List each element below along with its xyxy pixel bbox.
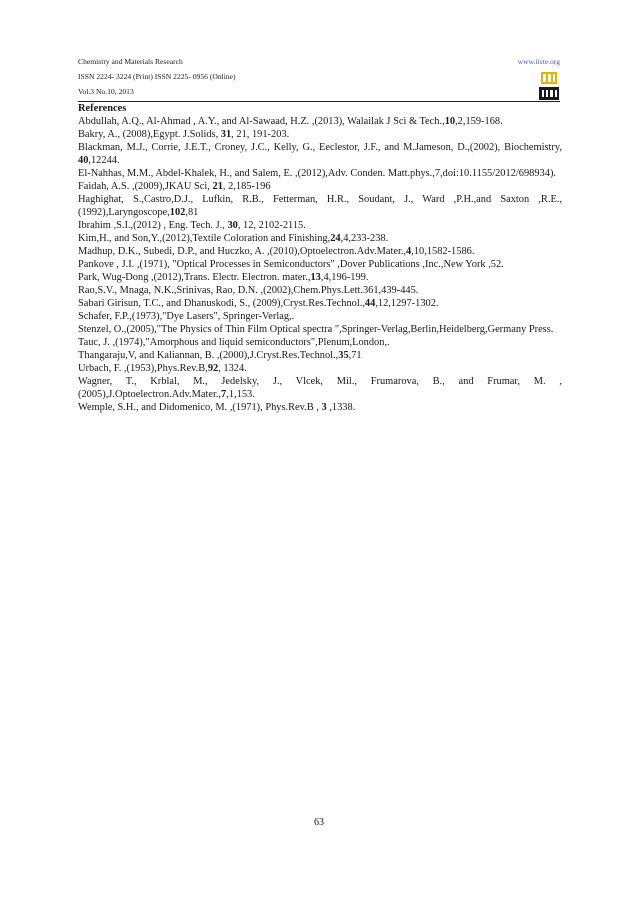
reference-volume: 35: [338, 350, 349, 361]
reference-text: Park, Wug-Dong ,(2012),Trans. Electr. Electron. mater.,: [78, 272, 311, 283]
reference-volume: 30: [227, 220, 238, 231]
reference-volume: 4: [406, 246, 412, 257]
reference-volume: 102: [169, 207, 186, 218]
page-header: [78, 54, 560, 99]
reference-item: [78, 362, 562, 375]
reference-text: Schafer, F.P.,(1973),"Dye Lasers", Springer-Verlag,.: [78, 311, 295, 322]
reference-item: [78, 310, 562, 323]
reference-pages: , 21, 191-203.: [231, 129, 290, 140]
reference-item: [78, 297, 562, 310]
reference-text: Stenzel, O.,(2005),"The Physics of Thin Film Optical spectra ",Springer-Verlag,Berlin,Heidelberg,Germany Press.: [78, 324, 554, 335]
reference-text: Wemple, S.H., and Didomenico, M. ,(1971), Phys.Rev.B ,: [78, 402, 322, 413]
reference-text: Pankove , J.I. ,(1971), "Optical Processes in Semiconductors" ,Dover Publications ,Inc.,New York ,52.: [78, 259, 504, 270]
reference-volume: 44: [364, 298, 376, 309]
journal-name: Chemistry and Materials Research: [78, 57, 183, 66]
reference-volume: 40: [78, 155, 89, 166]
reference-item: [78, 115, 562, 128]
reference-text: Faidah, A.S. ,(2009),JKAU Sci,: [78, 181, 213, 192]
reference-item: [78, 336, 562, 349]
reference-pages: ,1338.: [326, 402, 356, 413]
reference-pages: ,12,1297-1302.: [375, 298, 439, 309]
volume-line: Vol.3 No.10, 2013: [78, 87, 134, 96]
reference-list: [78, 115, 562, 414]
reference-text: Wagner, T., Krblal, M., Jedelsky, J., Vlcek, Mil., Frumarova, B., and Frumar, M. ,(2005),J.Optoelectron.Adv.Mater.,: [78, 376, 562, 400]
reference-pages: , 12, 2102-2115.: [237, 220, 306, 231]
reference-item: [78, 349, 562, 362]
reference-item: [78, 401, 562, 414]
reference-item: [78, 323, 562, 336]
reference-item: [78, 258, 562, 271]
reference-pages: ,4,196-199.: [320, 272, 369, 283]
page-number: 63: [314, 817, 324, 828]
reference-text: Blackman, M.J., Corrie, J.E.T., Croney, J.C., Kelly, G., Eeclestor, J.F., and M.Jameson, D.,(2002), Biochemistry,: [78, 142, 562, 153]
reference-pages: ,81: [185, 207, 199, 218]
reference-pages: ,2,159-168.: [455, 116, 503, 127]
reference-text: Ibrahim ,S.I.,(2012) , Eng. Tech. J.,: [78, 220, 228, 231]
reference-item: [78, 284, 562, 297]
reference-volume: 31: [220, 129, 232, 140]
issn-line: ISSN 2224- 3224 (Print) ISSN 2225- 0956 (Online): [78, 72, 236, 81]
reference-item: [78, 128, 562, 141]
reference-volume: 10: [444, 116, 456, 127]
reference-pages: ,12244.: [88, 155, 120, 166]
reference-pages: ,10,1582-1586.: [411, 246, 475, 257]
reference-volume: 92: [207, 363, 219, 374]
reference-pages: ,4,233-238.: [340, 233, 389, 244]
reference-volume: 13: [310, 272, 321, 283]
reference-item: [78, 245, 562, 258]
reference-item: [78, 180, 562, 193]
reference-volume: 3: [321, 402, 327, 413]
reference-pages: ,1,153.: [226, 389, 255, 400]
reference-pages: ,71: [348, 350, 362, 361]
references-section: [78, 102, 562, 414]
reference-item: [78, 141, 562, 167]
reference-volume: 21: [212, 181, 223, 192]
reference-item: [78, 193, 562, 219]
reference-text: Sabari Girisun, T.C., and Dhanuskodi, S., (2009),Cryst.Res.Technol.,: [78, 298, 365, 309]
iiste-logo: [538, 70, 560, 102]
reference-volume: 24: [330, 233, 341, 244]
reference-text: Haghighat, S.,Castro,D.J., Lufkin, R.B., Fetterman, H.R., Soudant, J., Ward ,P.H.,and Saxton ,R.E., (1992),Laryngoscope,: [78, 194, 562, 218]
reference-text: Abdullah, A.Q., Al-Ahmad , A.Y., and Al-Sawaad, H.Z. ,(2013), Walailak J Sci & Tech.,: [78, 116, 445, 127]
reference-text: Rao,S.V., Mnaga, N.K.,Srinivas, Rao, D.N. ,(2002),Chem.Phys.Lett.361,439-445.: [78, 285, 419, 296]
reference-item: [78, 167, 562, 180]
reference-pages: , 1324.: [218, 363, 247, 374]
reference-item: [78, 232, 562, 245]
reference-text: Bakry, A., (2008),Egypt. J.Solids,: [78, 129, 221, 140]
reference-item: [78, 375, 562, 401]
references-heading: References: [78, 103, 127, 114]
reference-item: [78, 271, 562, 284]
reference-text: Thangaraju,V, and Kaliannan, B. ,(2000),J.Cryst.Res.Technol.,: [78, 350, 339, 361]
journal-url-link[interactable]: www.iiste.org: [517, 57, 560, 66]
reference-pages: , 2,185-196: [222, 181, 271, 192]
reference-text: Urbach, F. ,(1953),Phys.Rev.B,: [78, 363, 208, 374]
reference-text: El-Nahhas, M.M., Abdel-Khalek, H., and Salem, E. ,(2012),Adv. Conden. Matt.phys.,7,doi:10.1155/2012/698934).: [78, 168, 557, 179]
reference-volume: 7: [221, 389, 227, 400]
reference-text: Madhup, D.K., Subedi, D.P., and Huczko, A. ,(2010),Optoelectron.Adv.Mater.,: [78, 246, 407, 257]
reference-text: Kim,H., and Son,Y.,(2012),Textile Coloration and Finishing,: [78, 233, 331, 244]
reference-item: [78, 219, 562, 232]
reference-text: Tauc, J. ,(1974),"Amorphous and liquid semiconductors",Plenum,London,.: [78, 337, 390, 348]
